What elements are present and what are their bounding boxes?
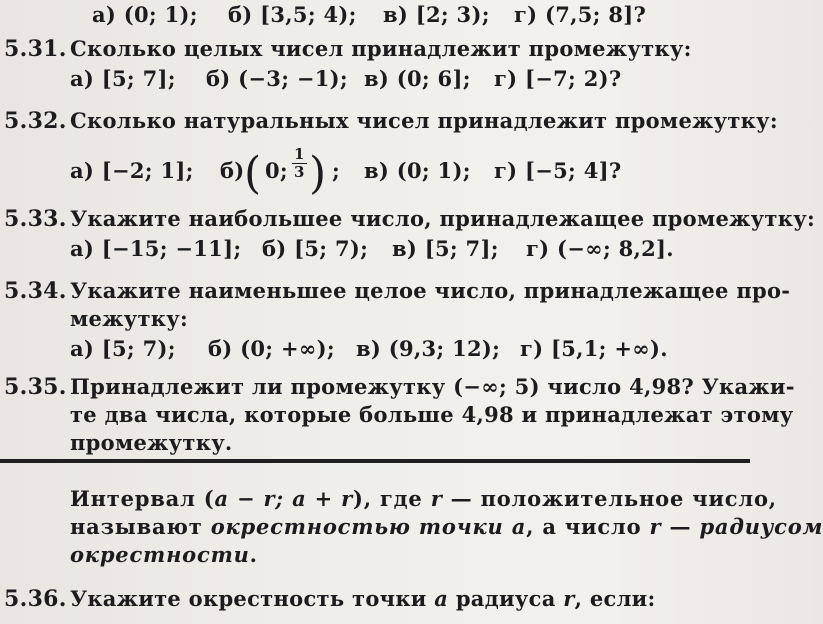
exercise-number: 5.35. — [4, 374, 67, 400]
exercise-number: 5.32. — [4, 108, 67, 134]
definition-text: окрестности. — [70, 542, 258, 567]
fraction — [292, 146, 307, 181]
option-b: б) [5; 7); — [262, 236, 369, 261]
option-v: в) (0; 1); — [364, 158, 471, 183]
option-v: в) [2; 3); — [383, 2, 490, 27]
exercise-text: Укажите наибольшее число, принадлежащее промежутку: — [70, 206, 815, 231]
exercise-text: Принадлежит ли промежутку (−∞; 5) число 4,98? Укажи- — [70, 374, 795, 399]
option-v: в) (9,3; 12); — [356, 336, 501, 361]
open-paren: ( — [244, 148, 262, 199]
term-neighborhood: окрестностью точки a — [210, 514, 527, 539]
option-g: г) [−5; 4]? — [494, 158, 622, 183]
exercise-5-32-options — [0, 145, 750, 202]
exercise-number: 5.31. — [4, 36, 67, 62]
exercise-text: те два числа, которые больше 4,98 и принадлежат этому — [70, 402, 794, 427]
option-b-label: б) — [220, 158, 245, 183]
option-v: в) [5; 7]; — [392, 236, 499, 261]
term-radius: радиусом — [699, 514, 823, 539]
option-a: а) [−15; −11]; — [70, 236, 242, 261]
option-a: а) [5; 7]; — [70, 66, 176, 91]
fraction-denominator: 3 — [294, 163, 305, 181]
option-b: б) [3,5; 4); — [228, 2, 357, 27]
option-a: а) [−2; 1]; — [70, 158, 194, 183]
option-g: г) (7,5; 8]? — [514, 2, 647, 27]
close-paren: ) — [309, 148, 327, 199]
exercise-text: Укажите наименьшее целое число, принадлежащее про- — [70, 278, 791, 303]
option-g: г) [−7; 2)? — [494, 66, 622, 91]
exercise-text: Сколько натуральных чисел принадлежит промежутку: — [70, 108, 778, 133]
option-a: а) [5; 7); — [70, 336, 176, 361]
exercise-text: Сколько целых чисел принадлежит промежутку: — [70, 36, 692, 61]
option-a: а) (0; 1); — [92, 2, 198, 27]
option-g: г) (−∞; 8,2]. — [526, 236, 674, 261]
section-divider — [0, 459, 750, 463]
option-b: б) (0; +∞); — [208, 336, 335, 361]
exercise-text: промежутку. — [70, 430, 233, 455]
exercise-text: Укажите окрестность точки a радиуса r, если: — [70, 586, 656, 611]
exercise-number: 5.33. — [4, 206, 67, 232]
option-b-open: 0; — [265, 158, 288, 183]
exercise-number: 5.36. — [4, 586, 67, 612]
fraction-numerator: 1 — [294, 145, 305, 163]
exercise-text-cont: межутку: — [70, 306, 189, 331]
option-g: г) [5,1; +∞). — [520, 336, 668, 361]
exercise-number: 5.34. — [4, 278, 67, 304]
option-v: в) (0; 6]; — [364, 66, 471, 91]
definition-text: Интервал (a − r; a + r), где r — положительное число, — [70, 486, 777, 511]
option-b: б) (−3; −1); — [206, 66, 348, 91]
definition-text: называют окрестностью точки a, а число r — радиусом — [70, 514, 823, 539]
option-b-end: ; — [332, 158, 341, 183]
